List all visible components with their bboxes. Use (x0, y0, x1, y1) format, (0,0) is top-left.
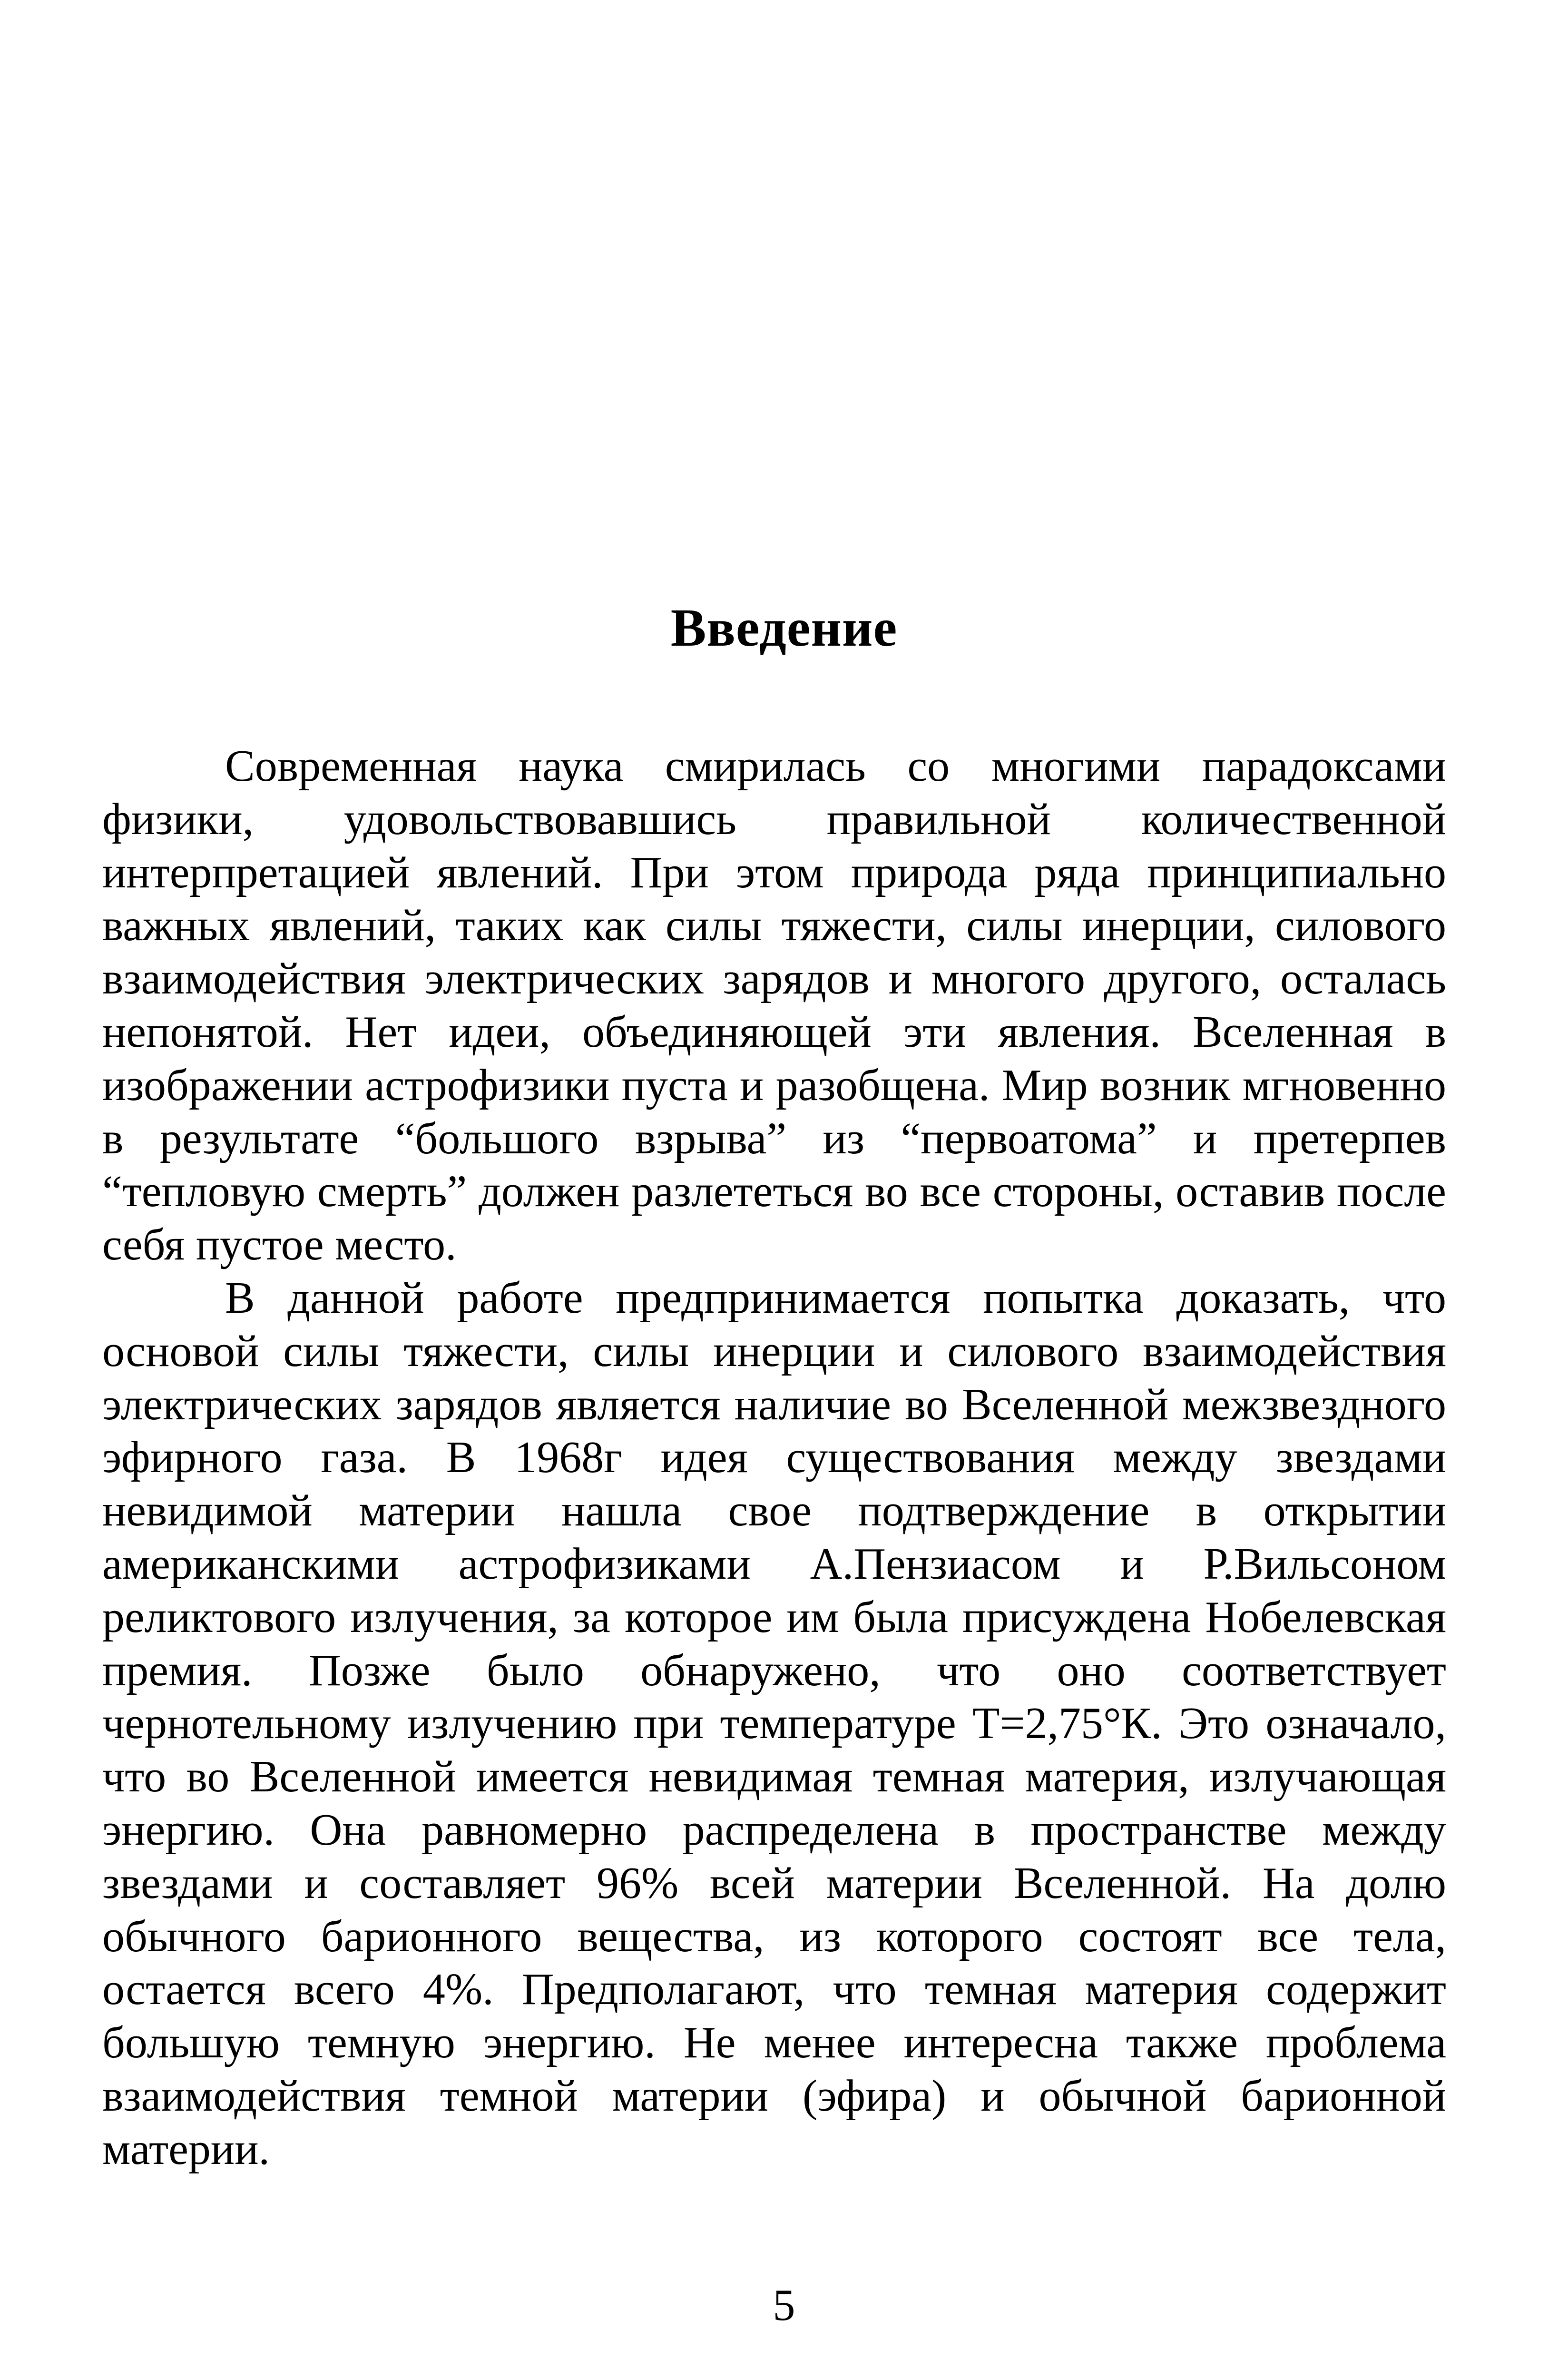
paragraph: Современная наука смирилась со многими парадоксами физики, удовольствовавшись правильной количественной интерпретацией явлений. При этом природа ряда принципиально важных явлений, таких как силы тяжести, силы инерции, силового взаимодействия электрических зарядов и многого другого, осталась непонятой. Нет идеи, объединяющей эти явления. Вселенная в изображении астрофизики пуста и разобщена. Мир возник мгновенно в результате “большого взрыва” из “первоатома” и претерпев “тепловую смерть” должен разлететься во все стороны, оставив после себя пустое место. (102, 741, 1446, 1270)
body-text (102, 740, 1446, 2176)
page-number: 5 (773, 2281, 795, 2330)
paragraph: В данной работе предпринимается попытка доказать, что основой силы тяжести, силы инерции и силового взаимодействия электрических зарядов является наличие во Вселенной межзвездного эфирного газа. В 1968г идея существования между звездами невидимой материи нашла свое подтверждение в открытии американскими астрофизиками А.Пензиасом и Р.Вильсоном реликтового излучения, за которое им была присуждена Нобелевская премия. Позже было обнаружено, что оно соответствует чернотельному излучению при температуре Т=2,75°К. Это означало, что во Вселенной имеется невидимая темная материя, излучающая энергию. Она равномерно распределена в пространстве между звездами и составляет 96% всей материи Вселенной. На долю обычного барионного вещества, из которого состоят все тела, остается всего 4%. Предполагают, что темная материя содержит большую темную энергию. Не менее интересна также проблема взаимодействия темной материи (эфира) и обычной барионной материи. (102, 1273, 1446, 2174)
section-title: Введение (670, 599, 898, 658)
